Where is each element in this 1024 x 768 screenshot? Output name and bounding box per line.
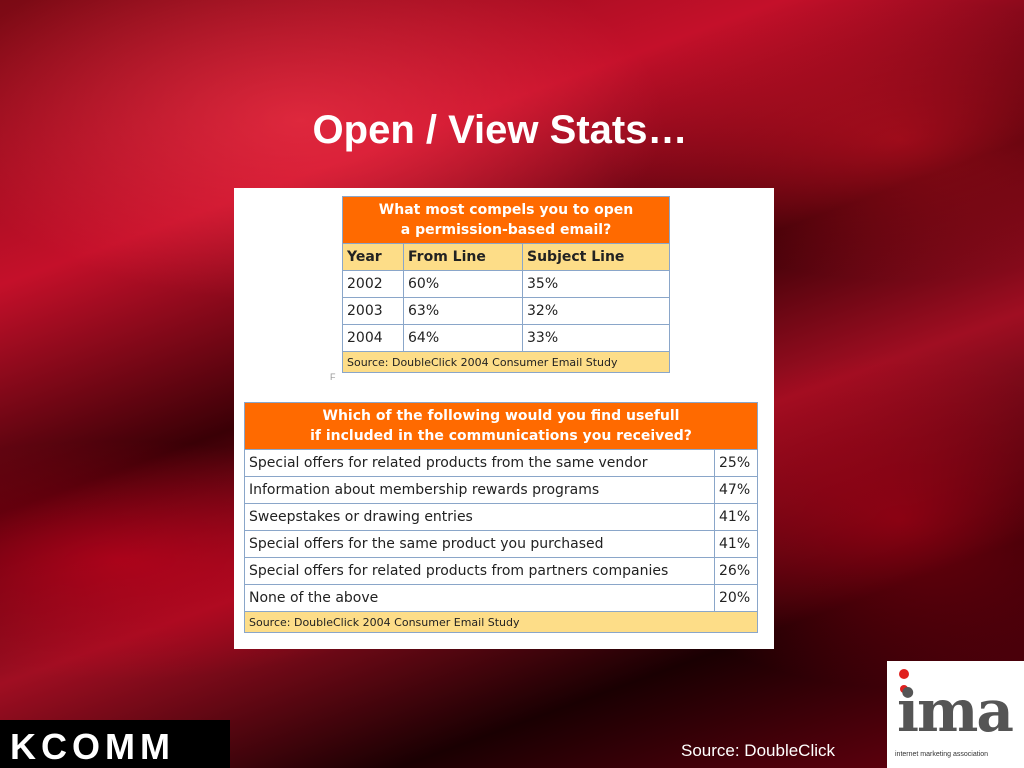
table-title — [343, 197, 670, 244]
table-title-row — [343, 197, 670, 244]
table-source-row — [245, 612, 758, 633]
table-row — [245, 558, 758, 585]
table-title-line: Which of the following would you find usefull — [322, 408, 680, 424]
cell-option: Special offers for related products from the same vendor — [245, 450, 715, 477]
kcomm-logo — [0, 720, 230, 768]
table-header-row — [343, 244, 670, 271]
cell-percent: 41% — [715, 531, 758, 558]
ima-tagline: internet marketing association — [895, 751, 988, 758]
table-row — [245, 450, 758, 477]
table-title — [245, 403, 758, 450]
table-row — [343, 298, 670, 325]
tables-panel — [234, 188, 774, 649]
column-header-from-line: From Line — [404, 244, 523, 271]
cell-percent: 25% — [715, 450, 758, 477]
cell-subject-line: 32% — [523, 298, 670, 325]
stray-mark: F — [330, 372, 336, 382]
cell-year: 2002 — [343, 271, 404, 298]
column-header-subject-line: Subject Line — [523, 244, 670, 271]
table-row — [245, 504, 758, 531]
cell-option: Sweepstakes or drawing entries — [245, 504, 715, 531]
table-row — [245, 585, 758, 612]
table-source: Source: DoubleClick 2004 Consumer Email Study — [245, 612, 758, 633]
cell-option: Information about membership rewards programs — [245, 477, 715, 504]
cell-percent: 26% — [715, 558, 758, 585]
table-row — [245, 477, 758, 504]
useful-content-table — [244, 402, 758, 633]
ima-logo-text: ima — [897, 677, 1012, 745]
table-source-row — [343, 352, 670, 373]
cell-option: Special offers for the same product you purchased — [245, 531, 715, 558]
cell-percent: 20% — [715, 585, 758, 612]
cell-subject-line: 35% — [523, 271, 670, 298]
cell-option: None of the above — [245, 585, 715, 612]
column-header-year: Year — [343, 244, 404, 271]
table-row — [343, 271, 670, 298]
cell-year: 2004 — [343, 325, 404, 352]
cell-subject-line: 33% — [523, 325, 670, 352]
cell-from-line: 60% — [404, 271, 523, 298]
compel-open-table — [342, 196, 670, 373]
footer-source: Source: DoubleClick — [681, 741, 836, 760]
table-title-line: a permission-based email? — [400, 222, 612, 238]
slide-title: Open / View Stats… — [312, 108, 688, 152]
cell-percent: 41% — [715, 504, 758, 531]
table-title-line: if included in the communications you received? — [310, 428, 692, 444]
table-title-line: What most compels you to open — [378, 202, 634, 218]
table-source: Source: DoubleClick 2004 Consumer Email Study — [343, 352, 670, 373]
cell-year: 2003 — [343, 298, 404, 325]
table-title-row — [245, 403, 758, 450]
cell-from-line: 64% — [404, 325, 523, 352]
table-row — [245, 531, 758, 558]
cell-from-line: 63% — [404, 298, 523, 325]
cell-option: Special offers for related products from partners companies — [245, 558, 715, 585]
cell-percent: 47% — [715, 477, 758, 504]
table-row — [343, 325, 670, 352]
kcomm-logo-text: KCOMM — [10, 726, 175, 767]
ima-logo — [887, 661, 1024, 768]
